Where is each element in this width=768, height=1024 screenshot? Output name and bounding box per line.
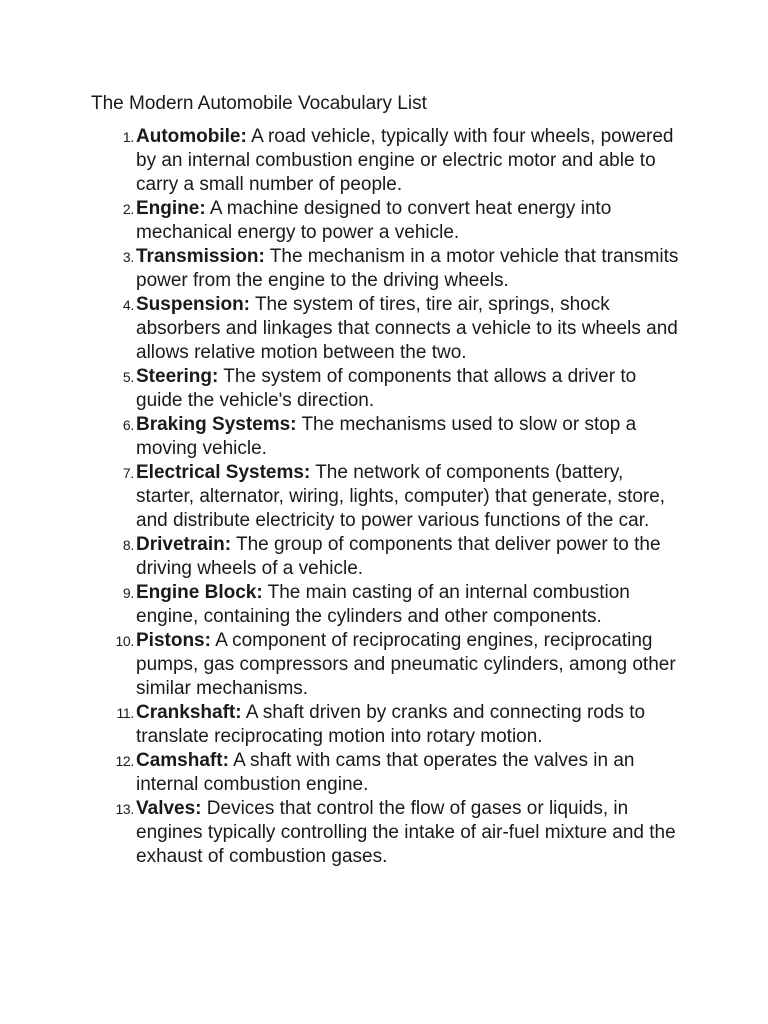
list-item-text (136, 629, 686, 701)
list-item-number: 13. (115, 801, 134, 817)
list-item-7 (0, 461, 768, 533)
vocabulary-term: Suspension: (136, 294, 251, 315)
vocabulary-term: Transmission: (136, 246, 265, 267)
vocabulary-definition: The system of components that allows a driver to guide the vehicle's direction. (136, 366, 637, 411)
list-item-3 (0, 245, 768, 293)
list-item-number: 5. (122, 369, 134, 385)
list-item-1 (0, 125, 768, 197)
list-item-6 (0, 413, 768, 461)
list-item-text (136, 293, 686, 365)
list-item-4 (0, 293, 768, 365)
vocabulary-definition: A component of reciprocating engines, reciprocating pumps, gas compressors and pneumatic cylinders, among other similar mechanisms. (136, 630, 676, 699)
list-item-number: 2. (122, 201, 134, 217)
list-item-text (136, 365, 686, 413)
vocabulary-definition: Devices that control the flow of gases or liquids, in engines typically controlling the intake of air-fuel mixture and the exhaust of combustion gases. (136, 798, 676, 867)
list-item-5 (0, 365, 768, 413)
list-item-text (136, 533, 686, 581)
list-item-text (136, 461, 686, 533)
vocabulary-term: Automobile: (136, 126, 247, 147)
list-item-number: 9. (122, 585, 134, 601)
vocabulary-term: Electrical Systems: (136, 462, 311, 483)
list-item-text (136, 245, 686, 293)
list-item-number: 7. (122, 465, 134, 481)
vocabulary-term: Crankshaft: (136, 702, 242, 723)
vocabulary-definition: A road vehicle, typically with four wheels, powered by an internal combustion engine or electric motor and able to carry a small number of people. (136, 126, 674, 195)
list-item-number: 12. (115, 753, 134, 769)
vocabulary-term: Braking Systems: (136, 414, 297, 435)
vocabulary-definition: A shaft driven by cranks and connecting rods to translate reciprocating motion into rotary motion. (136, 702, 646, 747)
vocabulary-term: Engine: (136, 198, 206, 219)
list-item-11 (0, 701, 768, 749)
list-item-number: 8. (122, 537, 134, 553)
vocabulary-term: Pistons: (136, 630, 211, 651)
list-item-text (136, 749, 686, 797)
list-item-text (136, 413, 686, 461)
list-item-number: 11. (116, 705, 134, 721)
list-item-number: 4. (122, 297, 134, 313)
list-item-2 (0, 197, 768, 245)
vocabulary-definition: The mechanism in a motor vehicle that transmits power from the engine to the driving wheels. (136, 246, 679, 291)
list-item-text (136, 197, 686, 245)
vocabulary-term: Engine Block: (136, 582, 263, 603)
vocabulary-definition: The network of components (battery, starter, alternator, wiring, lights, computer) that generate, store, and distribute electricity to power various functions of the car. (136, 462, 666, 531)
list-item-8 (0, 533, 768, 581)
vocabulary-definition: The group of components that deliver power to the driving wheels of a vehicle. (136, 534, 661, 579)
list-item-text (136, 581, 686, 629)
list-item-number: 6. (122, 417, 134, 433)
vocabulary-list (0, 125, 768, 869)
list-item-9 (0, 581, 768, 629)
vocabulary-definition: The main casting of an internal combustion engine, containing the cylinders and other components. (136, 582, 630, 627)
list-item-text (136, 125, 686, 197)
vocabulary-term: Camshaft: (136, 750, 229, 771)
list-item-10 (0, 629, 768, 701)
vocabulary-definition: The mechanisms used to slow or stop a moving vehicle. (136, 414, 637, 459)
list-item-13 (0, 797, 768, 869)
vocabulary-term: Steering: (136, 366, 219, 387)
vocabulary-term: Drivetrain: (136, 534, 232, 555)
list-item-number: 3. (122, 249, 134, 265)
vocabulary-definition: A machine designed to convert heat energy into mechanical energy to power a vehicle. (136, 198, 612, 243)
list-item-number: 10. (115, 633, 134, 649)
vocabulary-definition: The system of tires, tire air, springs, shock absorbers and linkages that connects a vehicle to its wheels and allows relative motion between the two. (136, 294, 678, 363)
vocabulary-term: Valves: (136, 798, 202, 819)
document-title: The Modern Automobile Vocabulary List (91, 93, 427, 114)
vocabulary-definition: A shaft with cams that operates the valves in an internal combustion engine. (136, 750, 635, 795)
list-item-number: 1. (122, 129, 134, 145)
list-item-text (136, 797, 686, 869)
list-item-text (136, 701, 686, 749)
list-item-12 (0, 749, 768, 797)
